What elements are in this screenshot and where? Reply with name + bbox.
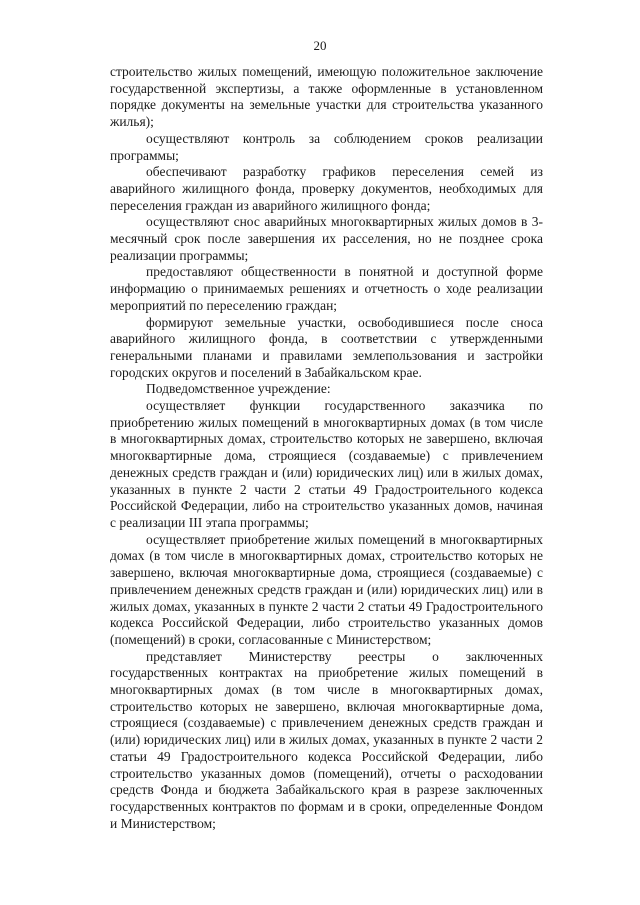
document-body: [110, 64, 543, 832]
paragraph-public-information: предоставляют общественности в понятной и доступной форме информацию о принимаемых решениях и отчетность о ходе реализации мероприятий по переселению граждан;: [110, 264, 543, 313]
paragraph-acquisition: осуществляет приобретение жилых помещений в многоквартирных домах (в том числе в многоквартирных домах, строительство которых не завершено, включая многоквартирные дома, строящиеся (создаваемые) с привлечением денежных средств граждан и (или) юридических лиц) или в жилых домах, указанных в пункте 2 части 2 статьи 49 Градостроительного кодекса Российской Федерации, либо строительство указанных домов (помещений) в сроки, согласованные с Министерством;: [110, 531, 543, 647]
paragraph-reporting: представляет Министерству реестры о заключенных государственных контрактах на приобретение жилых помещений в многоквартирных домах (в том числе в многоквартирных домах, строительство которых не завершено, включая многоквартирные дома, строящиеся (создаваемые) с привлечением денежных средств граждан и (или) юридических лиц) или в жилых домах, указанных в пункте 2 части 2 статьи 49 Градостроительного кодекса Российской Федерации, либо строительство указанных домов (помещений), отчеты о расходовании средств Фонда и бюджета Забайкальского края в разрезе заключенных государственных контрактов по формам и в сроки, определенные Фондом и Министерством;: [110, 648, 543, 831]
paragraph-demolition: осуществляют снос аварийных многоквартирных жилых домов в 3-месячный срок после завершения их расселения, но не позднее срока реализации программы;: [110, 214, 543, 263]
page-number: 20: [313, 38, 327, 53]
paragraph-state-customer: осуществляет функции государственного заказчика по приобретению жилых помещений в многоквартирных домах (в том числе в многоквартирных домах, строительство которых не завершено, включая многоквартирные дома, строящиеся (создаваемые) с привлечением денежных средств граждан и (или) юридических лиц) или в жилых домах, указанных в пункте 2 части 2 статьи 49 Градостроительного кодекса Российской Федерации, либо на строительство указанных домов, начиная с реализации III этапа программы;: [110, 398, 543, 530]
paragraph-control-deadlines: осуществляют контроль за соблюдением сроков реализации программы;: [110, 130, 543, 163]
paragraph-subordinate-institution: Подведомственное учреждение:: [146, 381, 331, 397]
paragraph-relocation-schedules: обеспечивают разработку графиков переселения семей из аварийного жилищного фонда, проверку документов, необходимых для переселения граждан из аварийного жилищного фонда;: [110, 164, 543, 213]
paragraph-continuation: строительство жилых помещений, имеющую положительное заключение государственной экспертизы, а также оформленные в установленном порядке документы на земельные участки для строительства указанного жилья);: [110, 64, 543, 130]
paragraph-land-plots: формируют земельные участки, освободившиеся после сноса аварийного жилищного фонда, в соответствии с утвержденными генеральными планами и правилами землепользования и застройки городских округов и поселений в Забайкальском крае.: [110, 314, 543, 380]
